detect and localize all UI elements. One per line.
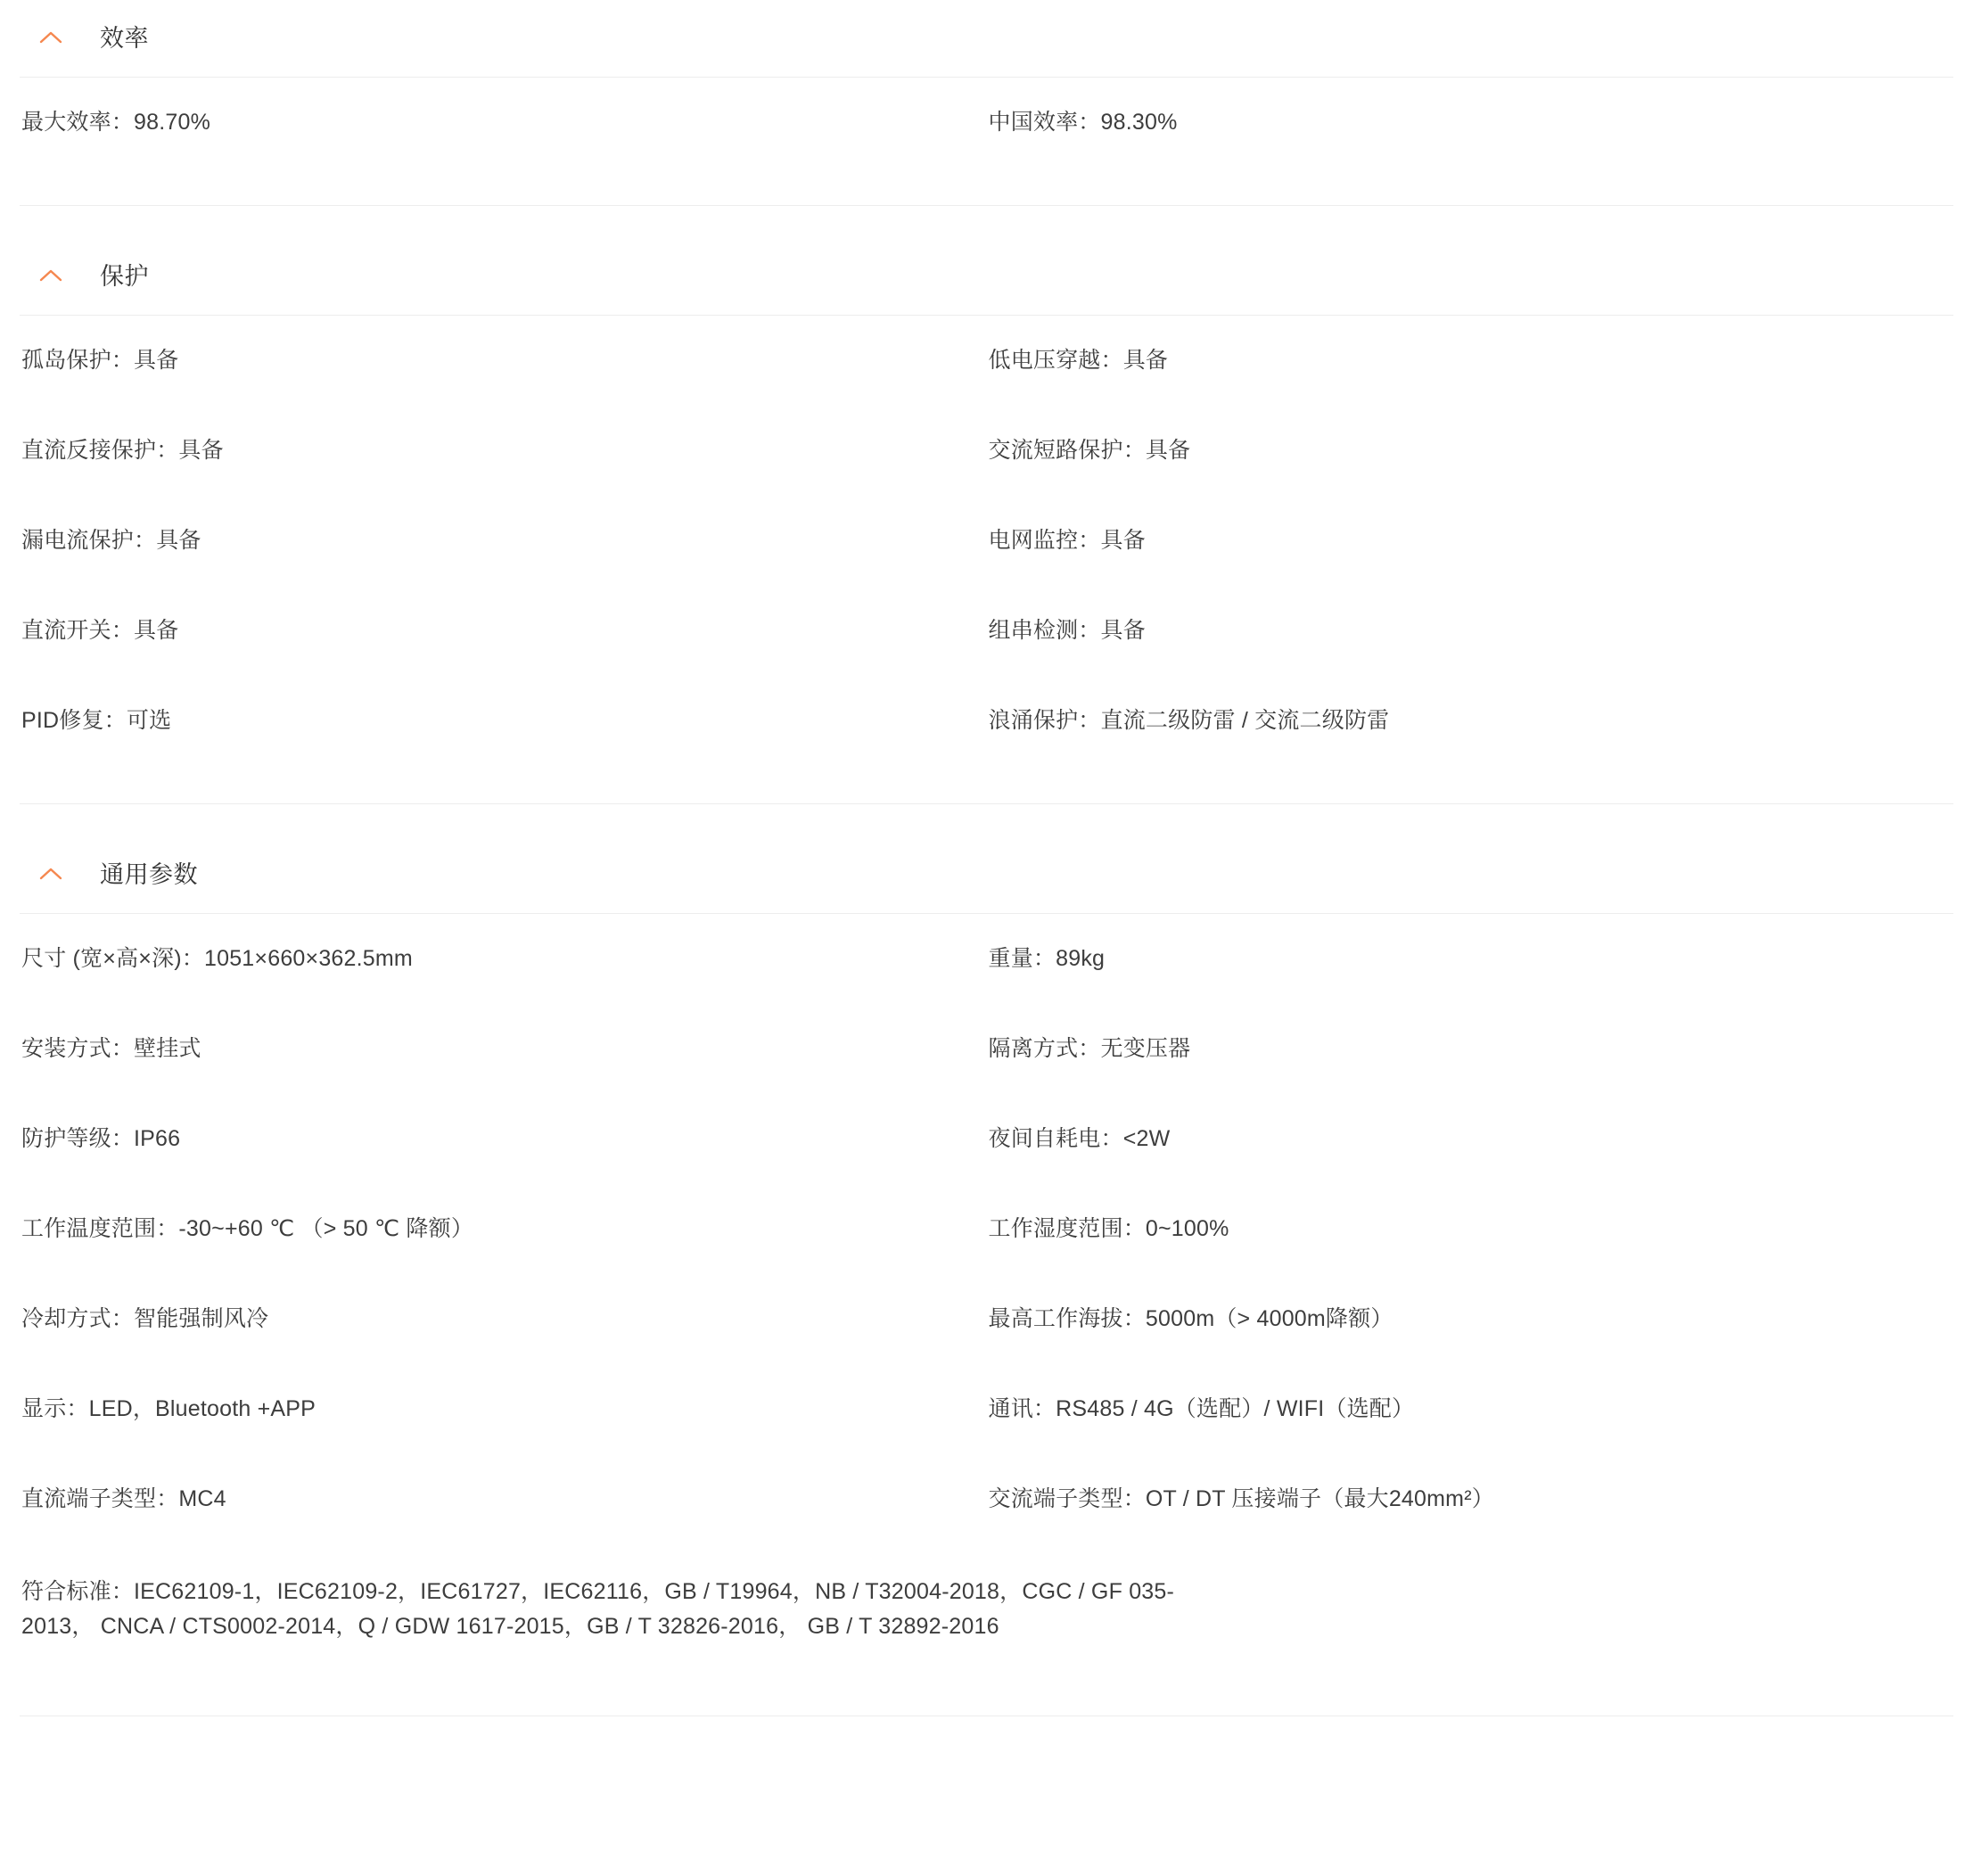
table-row xyxy=(20,1004,1953,1094)
spec-table-protection xyxy=(20,315,1953,804)
spec-cell xyxy=(20,1454,987,1544)
spec-cell xyxy=(987,676,1954,766)
spec-value: 直流二级防雷 / 交流二级防雷 xyxy=(1100,708,1390,734)
spec-value: 具备 xyxy=(134,348,179,374)
spec-label: 电网监控： xyxy=(988,528,1101,554)
table-row xyxy=(20,496,1953,586)
spec-cell xyxy=(987,316,1954,406)
spec-value: RS485 / 4G（选配）/ WIFI（选配） xyxy=(1056,1396,1415,1422)
spec-value: 具备 xyxy=(156,528,201,554)
spec-value: IP66 xyxy=(134,1126,181,1152)
table-row xyxy=(20,914,1953,1004)
spec-label: 防护等级： xyxy=(21,1126,135,1152)
spec-cell xyxy=(20,496,987,586)
spec-cell xyxy=(987,1364,1954,1454)
spec-label: 孤岛保护： xyxy=(21,348,135,374)
spec-table-general xyxy=(20,913,1953,1716)
table-row xyxy=(20,1364,1953,1454)
spec-value: MC4 xyxy=(178,1486,226,1512)
spec-cell xyxy=(987,914,1954,1004)
spacer xyxy=(20,206,1953,238)
spec-value: 0~100% xyxy=(1145,1216,1229,1242)
spec-label: 尺寸 (宽×高×深)： xyxy=(21,946,204,972)
section-general-parameters xyxy=(20,836,1953,1716)
spec-value: 具备 xyxy=(1100,528,1146,554)
section-title: 效率 xyxy=(100,24,149,52)
spec-label: 符合标准： xyxy=(21,1579,135,1604)
spec-value: <2W xyxy=(1122,1126,1171,1152)
spec-cell xyxy=(20,1094,987,1184)
spec-cell xyxy=(987,406,1954,496)
spec-value: 可选 xyxy=(126,708,172,734)
spec-cell xyxy=(20,1274,987,1364)
spec-label: 显示： xyxy=(21,1396,89,1422)
spec-value: 89kg xyxy=(1056,946,1106,972)
spec-cell xyxy=(987,496,1954,586)
spec-cell xyxy=(987,1004,1954,1094)
spec-label: 直流端子类型： xyxy=(21,1486,179,1512)
spec-label: 交流端子类型： xyxy=(988,1486,1146,1512)
spec-label: 中国效率： xyxy=(988,110,1101,136)
spec-value: IEC62109-1，IEC62109-2，IEC61727，IEC62116，GB / T19964，NB / T32004-2018，CGC / GF 035-2013， CNCA / CTS0002-2014，Q / GDW 1617-2015，GB / T 32826-2016， GB / T 32892-2016 xyxy=(21,1579,1175,1639)
spec-label: 安装方式： xyxy=(21,1036,135,1062)
spec-cell xyxy=(20,1364,987,1454)
table-row xyxy=(20,1454,1953,1544)
spec-cell xyxy=(20,676,987,766)
spec-cell xyxy=(987,78,1954,168)
spec-value: -30~+60 ℃ （> 50 ℃ 降额） xyxy=(178,1216,474,1242)
spec-label: 浪涌保护： xyxy=(988,708,1101,734)
spec-label: 工作湿度范围： xyxy=(988,1216,1146,1242)
spec-cell-standards xyxy=(20,1544,1296,1678)
spec-value: 具备 xyxy=(1100,618,1146,644)
spec-label: 夜间自耗电： xyxy=(988,1126,1123,1152)
spec-cell-empty xyxy=(1296,1544,1953,1678)
table-row xyxy=(20,1274,1953,1364)
spec-value: 智能强制风冷 xyxy=(134,1306,269,1332)
spec-label: 重量： xyxy=(988,946,1056,972)
spec-standards-text xyxy=(21,1575,1243,1644)
spec-cell xyxy=(20,1184,987,1274)
spec-label: 通讯： xyxy=(988,1396,1056,1422)
spec-cell xyxy=(20,914,987,1004)
chevron-up-icon[interactable] xyxy=(36,23,66,53)
spec-cell xyxy=(20,316,987,406)
section-title: 通用参数 xyxy=(100,860,198,888)
spec-table-efficiency xyxy=(20,77,1953,206)
spec-label: 工作温度范围： xyxy=(21,1216,179,1242)
spec-cell xyxy=(987,1274,1954,1364)
spec-cell xyxy=(20,406,987,496)
table-row xyxy=(20,78,1953,168)
spec-value: 1051×660×362.5mm xyxy=(204,946,413,972)
table-row xyxy=(20,316,1953,406)
spec-label: 冷却方式： xyxy=(21,1306,135,1332)
spec-value: 5000m（> 4000m降额） xyxy=(1145,1306,1393,1332)
table-row xyxy=(20,406,1953,496)
spec-value: 具备 xyxy=(1122,348,1169,374)
spec-value: 无变压器 xyxy=(1100,1036,1191,1062)
spec-label: 交流短路保护： xyxy=(988,438,1146,464)
table-row-standards xyxy=(20,1544,1953,1678)
spec-value: 98.30% xyxy=(1100,110,1178,136)
section-efficiency xyxy=(20,0,1953,206)
spec-cell xyxy=(987,1094,1954,1184)
spec-label: 隔离方式： xyxy=(988,1036,1101,1062)
spec-label: PID修复： xyxy=(21,708,127,734)
chevron-up-icon[interactable] xyxy=(36,261,66,292)
table-row xyxy=(20,1184,1953,1274)
spec-value: LED，Bluetooth +APP xyxy=(88,1396,317,1422)
spec-value: 壁挂式 xyxy=(134,1036,201,1062)
spec-label: 最大效率： xyxy=(21,110,135,136)
section-protection xyxy=(20,238,1953,804)
spec-label: 直流反接保护： xyxy=(21,438,179,464)
spec-cell xyxy=(987,1184,1954,1274)
spec-label: 最高工作海拔： xyxy=(988,1306,1146,1332)
section-title: 保护 xyxy=(100,262,149,290)
spec-cell xyxy=(20,78,987,168)
table-row xyxy=(20,1094,1953,1184)
section-header-protection[interactable] xyxy=(20,238,1953,315)
spec-value: OT / DT 压接端子（最大240mm²） xyxy=(1145,1486,1494,1512)
section-header-efficiency[interactable] xyxy=(20,0,1953,77)
spec-cell xyxy=(20,1004,987,1094)
spec-value: 具备 xyxy=(1145,438,1191,464)
spec-value: 98.70% xyxy=(134,110,211,136)
spec-label: 漏电流保护： xyxy=(21,528,157,554)
chevron-up-icon[interactable] xyxy=(36,860,66,890)
spec-label: 组串检测： xyxy=(988,618,1101,644)
spec-label: 直流开关： xyxy=(21,618,135,644)
table-row xyxy=(20,676,1953,766)
spacer xyxy=(20,804,1953,836)
spec-label: 低电压穿越： xyxy=(988,348,1123,374)
spec-cell xyxy=(987,586,1954,676)
spec-value: 具备 xyxy=(178,438,224,464)
spec-cell xyxy=(987,1454,1954,1544)
table-row xyxy=(20,586,1953,676)
spec-cell xyxy=(20,586,987,676)
spec-value: 具备 xyxy=(134,618,179,644)
section-header-general[interactable] xyxy=(20,836,1953,913)
